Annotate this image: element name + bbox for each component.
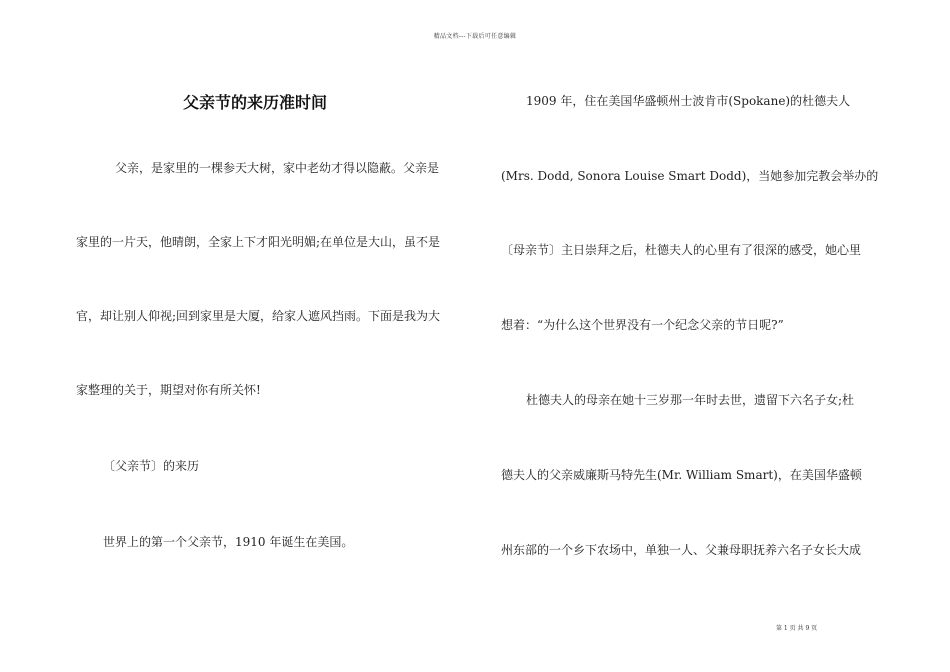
page-header: 精品文档---下载后可任意编辑 [433, 33, 517, 40]
right-line-2: (Mrs. Dodd, Sonora Louise Smart Dodd)，当她参加完教会举办的 [501, 169, 879, 183]
left-subheading: 〔父亲节〕的来历 [103, 459, 200, 473]
left-line-2: 家里的一片天，他晴朗，全家上下才阳光明媚;在单位是大山，虽不是 [76, 235, 441, 249]
right-line-4: 想着：“为什么这个世界没有一个纪念父亲的节日呢?” [501, 318, 784, 332]
left-line-4: 家整理的关于，期望对你有所关怀! [76, 383, 261, 397]
right-line-3: 〔母亲节〕主日崇拜之后，杜德夫人的心里有了很深的感受，她心里 [501, 243, 862, 257]
right-line-6: 德夫人的父亲威廉斯马特先生(Mr. William Smart)，在美国华盛顿 [501, 468, 862, 482]
left-line-3: 官，却让别人仰视;回到家里是大厦，给家人遮风挡雨。下面是我为大 [76, 309, 441, 323]
page-number-footer: 第 1 页 共 9 页 [776, 625, 818, 632]
right-line-7: 州东部的一个乡下农场中，单独一人、父兼母职抚养六名子女长大成 [501, 543, 862, 557]
right-line-1: 1909 年，住在美国华盛顿州士波肯市(Spokane)的杜德夫人 [526, 94, 851, 108]
document-title: 父亲节的来历准时间 [183, 93, 328, 112]
left-line-6: 世界上的第一个父亲节，1910 年诞生在美国。 [103, 535, 354, 549]
left-line-1: 父亲，是家里的一棵参天大树，家中老幼才得以隐蔽。父亲是 [115, 161, 440, 175]
right-line-5: 杜德夫人的母亲在她十三岁那一年时去世，遗留下六名子女;杜 [526, 393, 855, 407]
